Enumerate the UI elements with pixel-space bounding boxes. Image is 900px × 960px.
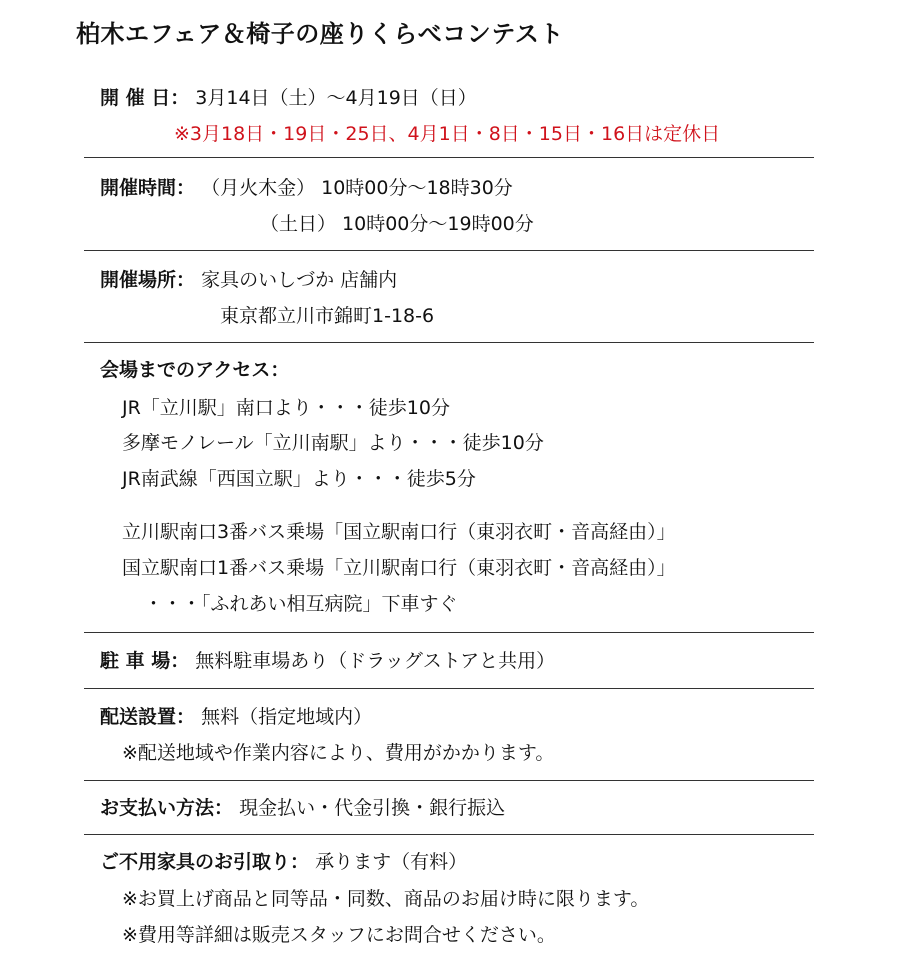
pickup-value: 承ります（有料） — [315, 851, 468, 873]
dates-label: 開 催 日： — [100, 87, 190, 109]
access-train-item: 多摩モノレール「立川南駅」より・・・徒歩10分 — [122, 432, 544, 454]
hours-weekend: （土日） 10時00分～19時00分 — [260, 213, 534, 235]
pickup-label: ご不用家具のお引取り： — [100, 851, 310, 873]
hours-label: 開催時間： — [100, 177, 196, 199]
parking-row — [100, 647, 555, 675]
venue-row — [100, 266, 397, 294]
delivery-row — [100, 703, 372, 731]
hours-row — [100, 174, 513, 202]
divider — [84, 342, 814, 343]
divider — [84, 688, 814, 689]
access-bus-item: 国立駅南口1番バス乗場「立川駅南口行（東羽衣町・音高経由）」 — [122, 557, 676, 579]
payment-label: お支払い方法： — [100, 797, 234, 819]
delivery-note: ※配送地域や作業内容により、費用がかかります。 — [122, 742, 555, 764]
payment-row — [100, 794, 505, 822]
pickup-note: ※お買上げ商品と同等品・同数、商品のお届け時に限ります。 — [122, 888, 650, 910]
access-bus-stop: ・・・「ふれあい相互病院」下車すぐ — [144, 593, 458, 615]
delivery-value: 無料（指定地域内） — [201, 706, 373, 728]
access-train-item: JR南武線「西国立駅」より・・・徒歩5分 — [122, 468, 476, 490]
venue-address: 東京都立川市錦町1-18-6 — [220, 305, 435, 327]
divider — [84, 632, 814, 633]
venue-name: 家具のいしづか 店舗内 — [201, 269, 398, 291]
divider — [84, 834, 814, 835]
parking-label: 駐 車 場： — [100, 650, 190, 672]
venue-label: 開催場所： — [100, 269, 196, 291]
closed-days-note: ※3月18日・19日・25日、4月1日・8日・15日・16日は定休日 — [174, 123, 721, 145]
pickup-note: ※費用等詳細は販売スタッフにお問合せください。 — [122, 924, 556, 946]
access-label: 会場までのアクセス： — [100, 359, 290, 381]
hours-weekday: （月火木金） 10時00分～18時30分 — [201, 177, 513, 199]
divider — [84, 780, 814, 781]
access-train-item: JR「立川駅」南口より・・・徒歩10分 — [122, 397, 450, 419]
dates-value: 3月14日（土）～4月19日（日） — [195, 87, 477, 109]
pickup-row — [100, 848, 467, 876]
divider — [84, 157, 814, 158]
divider — [84, 250, 814, 251]
dates-row — [100, 84, 477, 112]
access-bus-item: 立川駅南口3番バス乗場「国立駅南口行（東羽衣町・音高経由）」 — [122, 521, 676, 543]
page-title: 柏木エフェア＆椅子の座りくらべコンテスト — [76, 20, 564, 48]
payment-value: 現金払い・代金引換・銀行振込 — [239, 797, 506, 819]
parking-value: 無料駐車場あり（ドラッグストアと共用） — [195, 650, 556, 672]
delivery-label: 配送設置： — [100, 706, 196, 728]
